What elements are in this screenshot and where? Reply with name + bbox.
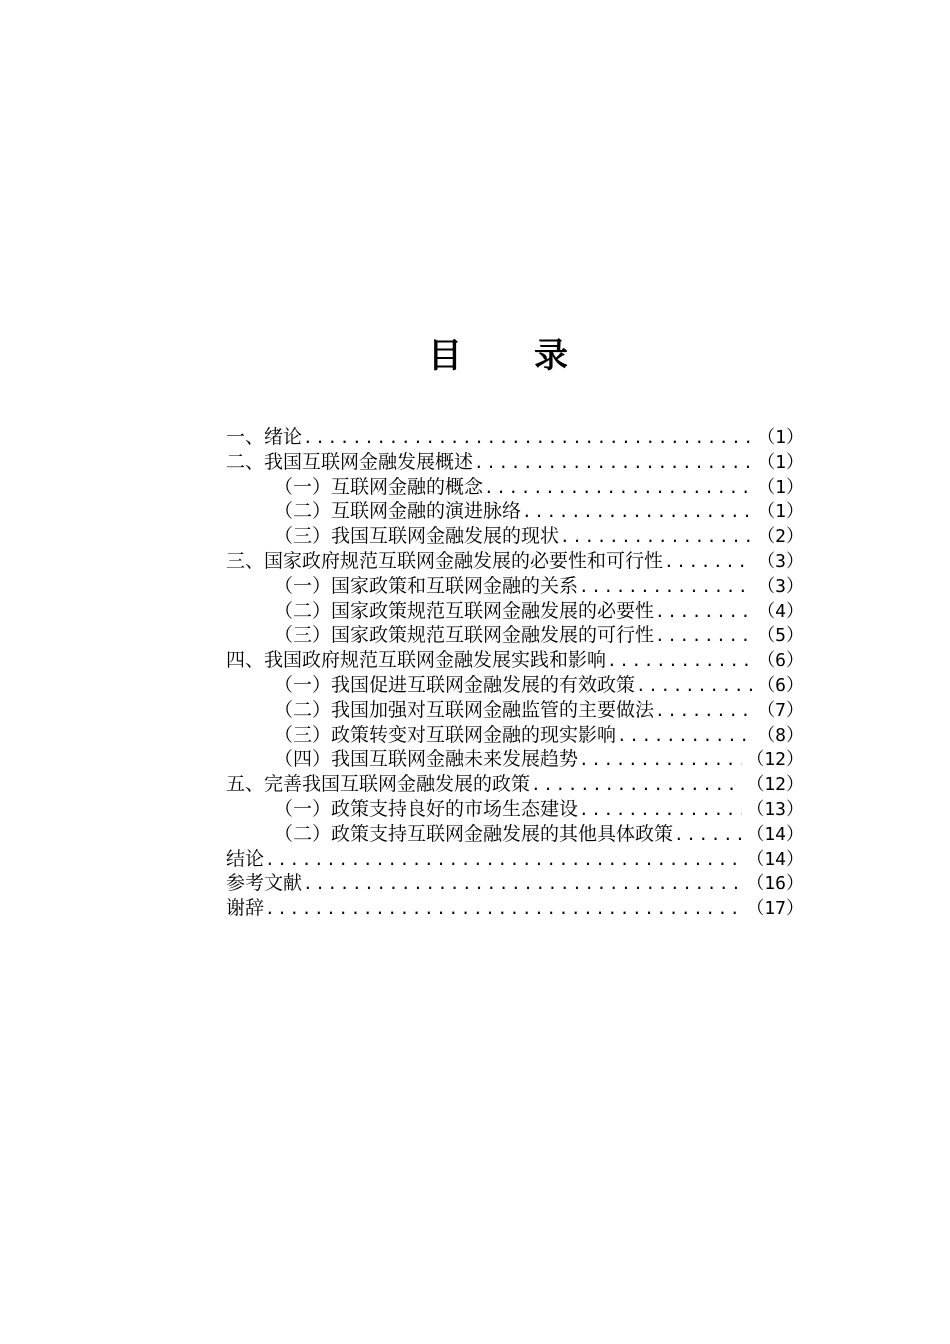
- toc-dot-leader: [531, 773, 742, 798]
- toc-dot-leader: [674, 823, 742, 848]
- toc-entry-page-number: （14）: [746, 823, 804, 845]
- toc-entry-label: 五、完善我国互联网金融发展的政策: [226, 773, 531, 796]
- toc-dot-leader: [522, 500, 753, 525]
- toc-entry-label: （一）我国促进互联网金融发展的有效政策: [274, 673, 636, 696]
- toc-entry-page-number: （16）: [746, 873, 804, 895]
- toc-entry-page-number: （4）: [757, 600, 804, 622]
- toc-entry[interactable]: [226, 499, 804, 524]
- toc-entry-page-number: （6）: [757, 650, 804, 672]
- toc-entry-label: （三）我国互联网金融发展的现状: [274, 525, 560, 548]
- toc-entry-page-number: （12）: [746, 774, 804, 796]
- toc-dot-leader: [636, 674, 753, 699]
- toc-entry-page-number: （3）: [757, 575, 804, 597]
- toc-entry[interactable]: [226, 673, 804, 698]
- toc-entry-page-number: （5）: [757, 625, 804, 647]
- toc-dot-leader: [579, 798, 742, 823]
- toc-entry-page-number: （1）: [757, 427, 804, 448]
- toc-entry[interactable]: [226, 549, 804, 574]
- toc-entry[interactable]: [226, 723, 804, 748]
- toc-entry-label: 一、绪论: [226, 426, 303, 448]
- title-char-2: 录: [534, 336, 572, 376]
- toc-entry-label: （二）互联网金融的演进脉络: [274, 500, 522, 523]
- toc-entry[interactable]: [226, 871, 804, 896]
- toc-entry-label: （二）国家政策规范互联网金融发展的必要性: [274, 599, 655, 622]
- toc-entry[interactable]: [226, 822, 804, 847]
- toc-entry[interactable]: [226, 896, 804, 921]
- toc-dot-leader: [484, 476, 753, 501]
- toc-entry-label: （二）我国加强对互联网金融监管的主要做法: [274, 698, 655, 721]
- toc-entry-page-number: （1）: [757, 476, 804, 498]
- toc-entry-label: （二）政策支持互联网金融发展的其他具体政策: [274, 822, 674, 845]
- toc-dot-leader: [303, 872, 742, 897]
- table-of-contents: [226, 425, 804, 921]
- toc-dot-leader: [303, 426, 753, 451]
- title-char-1: 目: [428, 336, 466, 376]
- toc-entry-page-number: （13）: [746, 798, 804, 820]
- toc-dot-leader: [265, 897, 742, 922]
- toc-entry-label: （一）国家政策和互联网金融的关系: [274, 574, 579, 597]
- toc-entry-label: 四、我国政府规范互联网金融发展实践和影响: [226, 649, 607, 672]
- toc-entry[interactable]: [226, 648, 804, 673]
- toc-dot-leader: [579, 748, 742, 773]
- toc-entry-page-number: （2）: [757, 526, 804, 548]
- toc-dot-leader: [655, 600, 753, 625]
- toc-dot-leader: [617, 724, 753, 749]
- toc-dot-leader: [579, 575, 753, 600]
- toc-entry-label: 结论: [226, 847, 265, 870]
- toc-entry-page-number: （14）: [746, 848, 804, 870]
- toc-entry-label: 谢辞: [226, 897, 265, 920]
- toc-entry-page-number: （1）: [757, 451, 804, 473]
- toc-entry[interactable]: [226, 772, 804, 797]
- toc-entry-page-number: （17）: [746, 898, 804, 920]
- toc-entry-label: （三）政策转变对互联网金融的现实影响: [274, 723, 617, 746]
- toc-entry-label: （四）我国互联网金融未来发展趋势: [274, 748, 579, 771]
- toc-entry-page-number: （3）: [757, 550, 804, 572]
- toc-entry[interactable]: [226, 524, 804, 549]
- toc-dot-leader: [655, 624, 753, 649]
- toc-dot-leader: [474, 451, 753, 476]
- toc-entry[interactable]: [226, 747, 804, 772]
- toc-entry[interactable]: [226, 425, 804, 450]
- toc-entry[interactable]: [226, 574, 804, 599]
- toc-entry-page-number: （1）: [757, 501, 804, 523]
- toc-dot-leader: [655, 699, 753, 724]
- toc-entry-page-number: （6）: [757, 674, 804, 696]
- toc-entry[interactable]: [226, 450, 804, 475]
- toc-entry[interactable]: [226, 599, 804, 624]
- toc-entry-label: （三）国家政策规范互联网金融发展的可行性: [274, 624, 655, 647]
- toc-dot-leader: [607, 649, 753, 674]
- toc-entry-page-number: （7）: [757, 699, 804, 721]
- toc-entry-label: 三、国家政府规范互联网金融发展的必要性和可行性: [226, 549, 664, 572]
- toc-dot-leader: [560, 525, 753, 550]
- toc-entry[interactable]: [226, 623, 804, 648]
- toc-entry-page-number: （8）: [757, 724, 804, 746]
- toc-dot-leader: [265, 848, 742, 873]
- toc-entry-label: （一）政策支持良好的市场生态建设: [274, 797, 579, 820]
- toc-entry-label: 参考文献: [226, 872, 303, 895]
- toc-dot-leader: [664, 550, 753, 575]
- page-title: [0, 332, 950, 380]
- toc-entry-label: 二、我国互联网金融发展概述: [226, 450, 474, 473]
- toc-entry[interactable]: [226, 698, 804, 723]
- toc-entry[interactable]: [226, 847, 804, 872]
- toc-entry[interactable]: [226, 475, 804, 500]
- toc-entry-label: （一）互联网金融的概念: [274, 475, 484, 498]
- toc-entry-page-number: （12）: [746, 749, 804, 771]
- toc-entry[interactable]: [226, 797, 804, 822]
